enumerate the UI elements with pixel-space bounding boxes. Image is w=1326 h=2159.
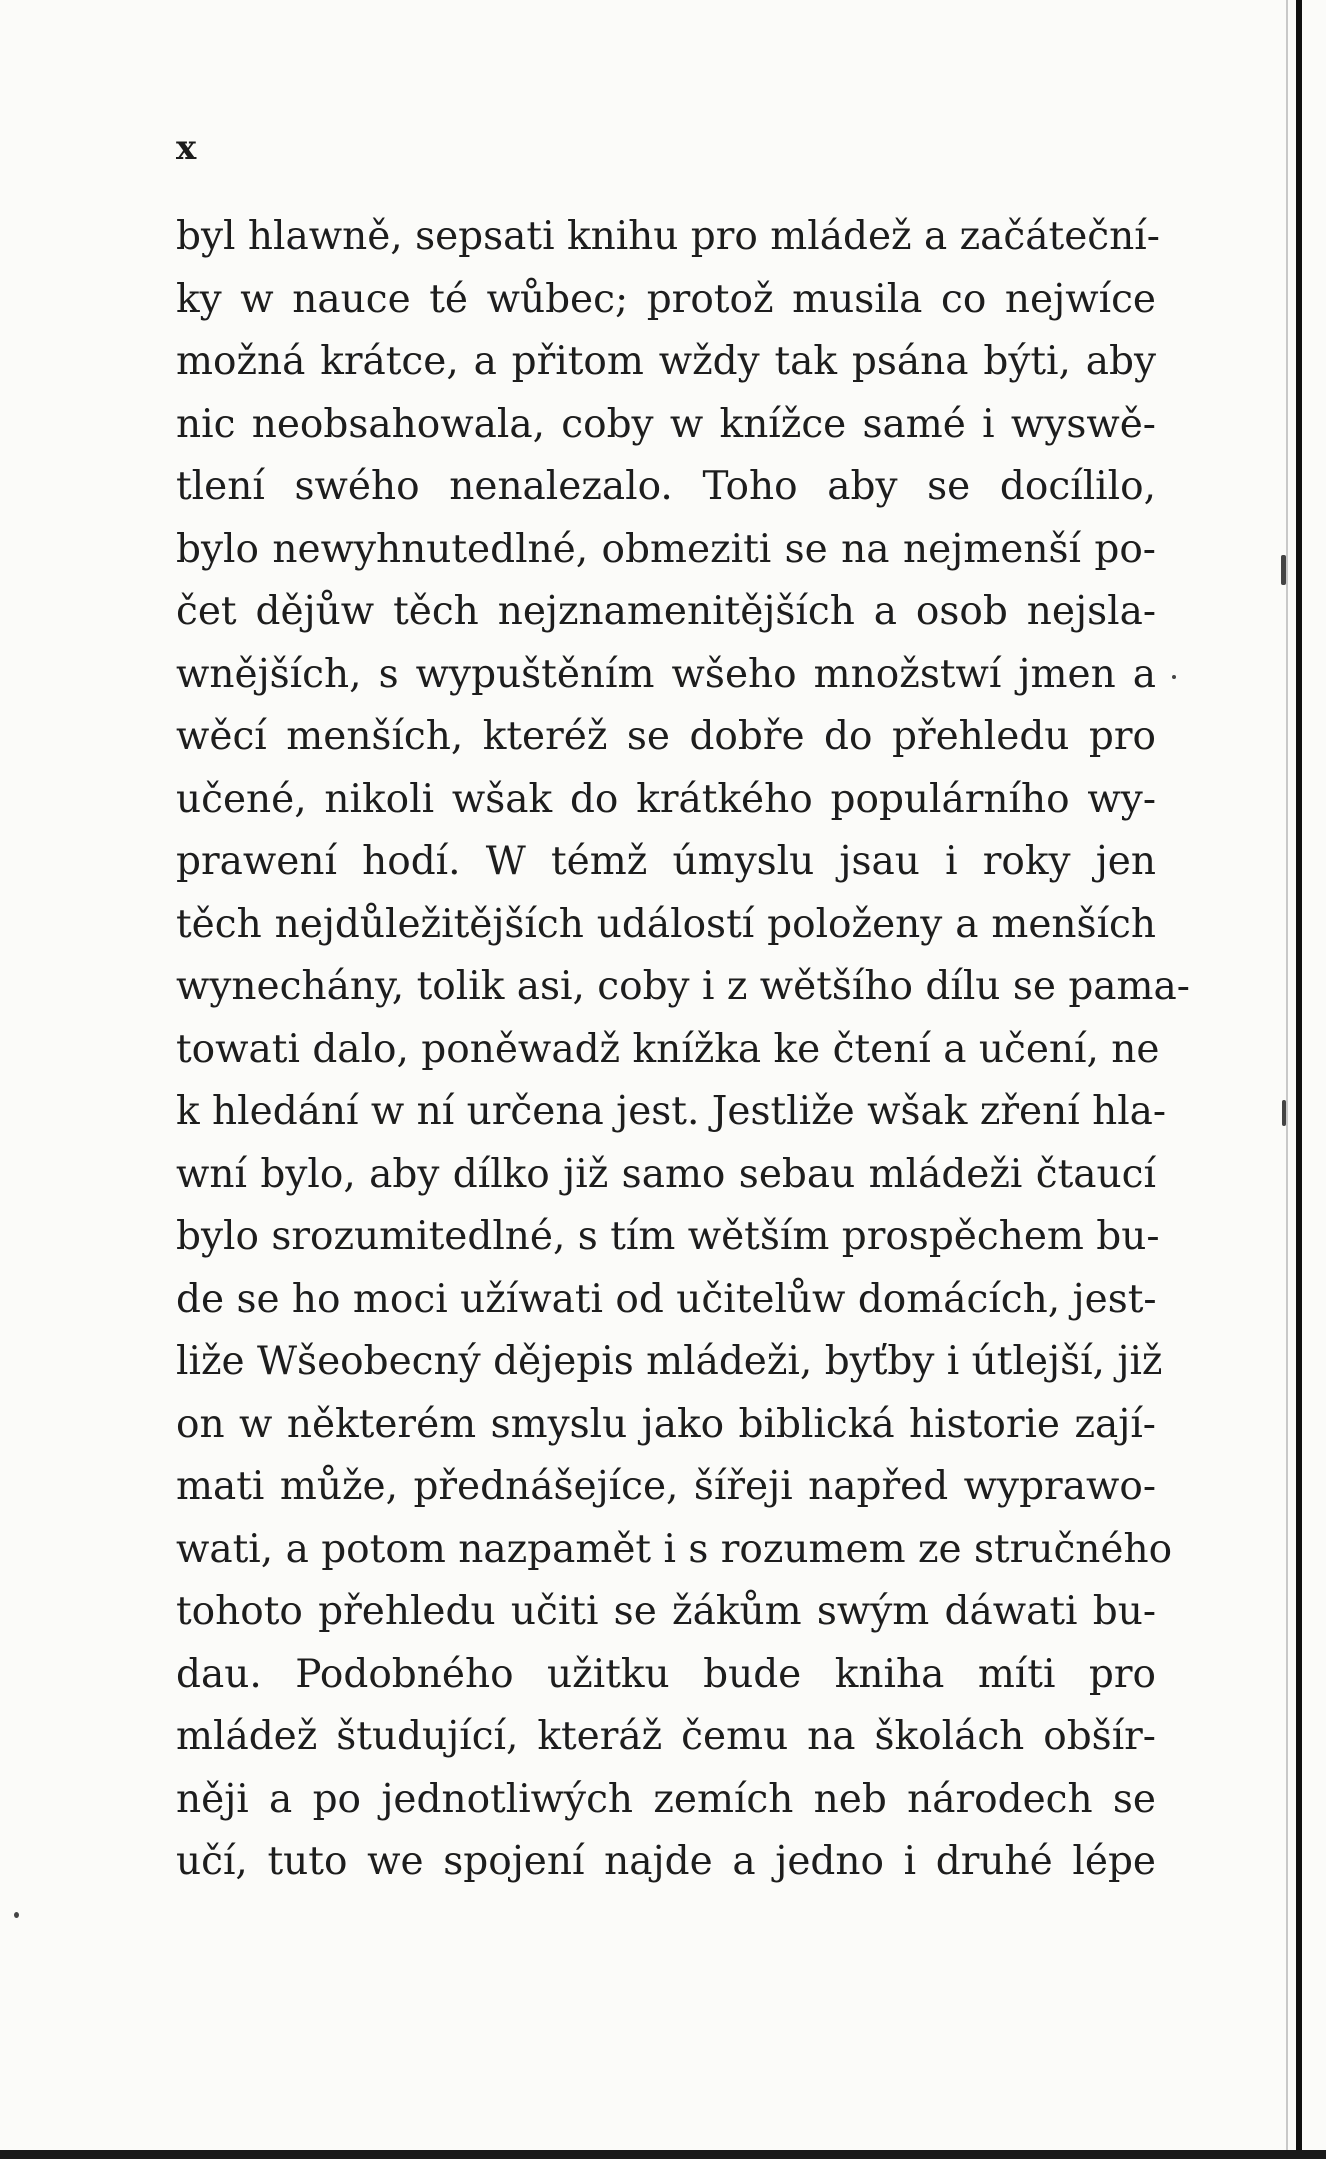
scan-speck: [1281, 555, 1286, 585]
text-line: towati dalo, poněwadž knížka ke čtení a učení, ne: [176, 1026, 1160, 1072]
text-line: wní bylo, aby dílko již samo sebau mládeži čtaucí: [176, 1151, 1156, 1197]
text-line: wnějších, s wypuštěním wšeho množstwí jmen a: [176, 651, 1156, 697]
page-edge-bottom: [0, 2150, 1326, 2159]
text-line: tohoto přehledu učiti se žákům swým dáwati bu-: [176, 1589, 1156, 1634]
text-line: liže Wšeobecný dějepis mládeži, byťby i útlejší, již: [176, 1339, 1163, 1384]
text-line: možná krátce, a přitom wždy tak psána býti, aby: [176, 339, 1156, 384]
text-line: dau. Podobného užitku bude kniha míti pro: [176, 1651, 1156, 1697]
scan-speck: [1172, 675, 1176, 679]
text-line: mati může, přednášejíce, šířeji napřed wyprawo-: [176, 1464, 1156, 1509]
scan-speck: [1282, 1100, 1286, 1126]
text-line: bylo srozumitedlné, s tím wětším prospěchem bu-: [176, 1214, 1160, 1259]
text-line: něji a po jednotliwých zemích neb národech se: [176, 1776, 1156, 1822]
page-edge-shadow: [1286, 0, 1288, 2159]
text-line: on w některém smyslu jako biblická historie zají-: [176, 1401, 1156, 1447]
text-line: byl hlawně, sepsati knihu pro mládež a začáteční-: [176, 214, 1160, 259]
text-line: nic neobsahowala, coby w knížce samé i wyswě-: [176, 401, 1156, 447]
text-line: wěcí menších, kteréž se dobře do přehledu pro: [176, 714, 1156, 759]
text-line: bylo newyhnutedlné, obmeziti se na nejmenší po-: [176, 526, 1156, 572]
text-line: wati, a potom nazpamět i s rozumem ze stručného: [176, 1526, 1173, 1572]
text-line: těch nejdůležitějších událostí položeny a menších: [176, 901, 1156, 947]
text-line: wynechány, tolik asi, coby i z wětšího dílu se pama-: [176, 964, 1190, 1009]
page-number: x: [176, 128, 197, 168]
text-line: učí, tuto we spojení najde a jedno i druhé lépe: [176, 1839, 1156, 1884]
text-line: de se ho moci užíwati od učitelůw domácích, jest-: [176, 1276, 1157, 1322]
scan-speck: [14, 1912, 19, 1918]
text-line: mládež študující, kteráž čemu na školách obšír-: [176, 1714, 1156, 1759]
text-line: čet dějůw těch nejznamenitějších a osob nejsla-: [176, 589, 1156, 634]
text-line: učené, nikoli wšak do krátkého populárního wy-: [176, 776, 1156, 822]
text-line: prawení hodí. W témž úmyslu jsau i roky jen: [176, 839, 1156, 884]
text-line: tlení swého nenalezalo. Toho aby se docílilo,: [176, 464, 1156, 509]
page-edge-right: [1296, 0, 1302, 2159]
text-line: k hledání w ní určena jest. Jestliže wšak zření hla-: [176, 1089, 1167, 1134]
body-text: [176, 206, 1190, 1894]
text-line: ky w nauce té wůbec; protož musila co nejwíce: [176, 276, 1156, 322]
